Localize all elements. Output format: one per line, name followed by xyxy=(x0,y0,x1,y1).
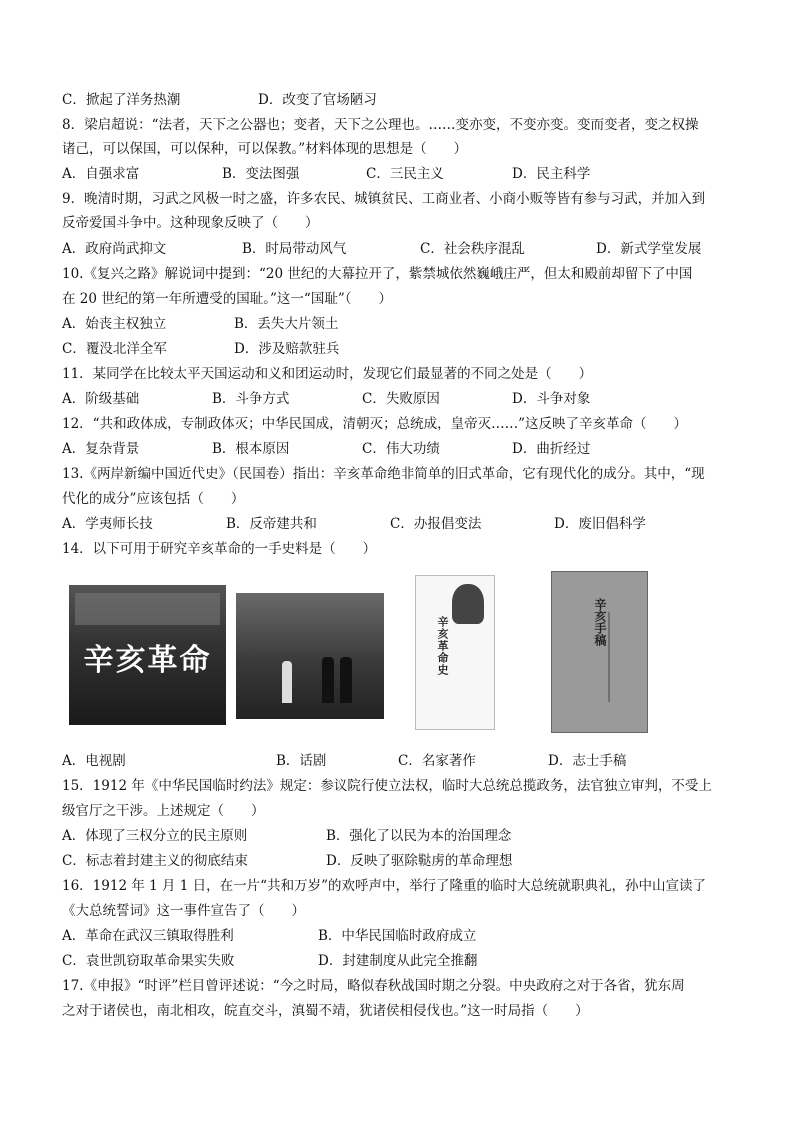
q12-stem: 12．“共和政体成，专制政体灭；中华民国成，清朝灭；总统成，皇帝灭……”这反映了辛亥革命（ ） xyxy=(62,416,687,432)
q14-option-c: C．名家著作 xyxy=(398,753,476,769)
q17-stem-line1: 17.《申报》“时评”栏目曾评述说：“今之时局，略似春秋战国时期之分裂。中央政府之对于各省，犹东周 xyxy=(62,978,685,994)
q9-option-b: B．时局带动风气 xyxy=(242,241,347,257)
image-c-portrait xyxy=(452,584,484,624)
q13-stem-line1: 13.《两岸新编中国近代史》（民国卷）指出：辛亥革命绝非简单的旧式革命，它有现代化的成分。其中，“现 xyxy=(62,466,705,482)
image-a-title-text: 辛亥革命 xyxy=(83,643,212,678)
q16-option-c: C．袁世凯窃取革命果实失败 xyxy=(62,953,235,969)
q17-stem-line2: 之对于诸侯也，南北相攻，皖直交斗，滇蜀不靖，犹诸侯相侵伐也。”这一时局指（ ） xyxy=(62,1003,589,1019)
q16-stem-line2: 《大总统誓词》这一事件宣告了（ ） xyxy=(62,903,305,919)
tv-drama-still-image xyxy=(69,585,226,725)
q13-option-c: C．办报倡变法 xyxy=(390,516,482,532)
q10-stem-line1: 10.《复兴之路》解说词中提到：“20 世纪的大幕拉开了，紫禁城依然巍峨庄严，但太和殿前却留下了中国 xyxy=(62,266,693,282)
q14-stem: 14．以下可用于研究辛亥革命的一手史料是（ ） xyxy=(62,541,377,557)
q15-option-b: B．强化了以民为本的治国理念 xyxy=(326,828,512,844)
q8-option-a: A．自强求富 xyxy=(62,166,140,182)
q16-option-b: B．中华民国临时政府成立 xyxy=(318,928,477,944)
q9-stem-line2: 反帝爱国斗争中。这种现象反映了（ ） xyxy=(62,215,319,231)
image-b-figure xyxy=(340,657,352,703)
q15-stem-line1: 15．1912 年《中华民国临时约法》规定：参议院行使立法权，临时大总统总揽政务，法官独立审判，不受上 xyxy=(62,778,712,794)
q11-option-a: A．阶级基础 xyxy=(62,391,140,407)
q9-stem-line1: 9．晚清时期，习武之风极一时之盛，许多农民、城镇贫民、工商业者、小商小贩等皆有参与习武，并加入到 xyxy=(62,191,706,207)
manuscript-image xyxy=(551,571,648,733)
q16-option-d: D．封建制度从此完全推翻 xyxy=(318,953,478,969)
q11-option-b: B．斗争方式 xyxy=(212,391,290,407)
q15-option-a: A．体现了三权分立的民主原则 xyxy=(62,828,248,844)
q11-option-c: C．失败原因 xyxy=(362,391,440,407)
image-b-figure xyxy=(322,657,334,703)
image-a-background xyxy=(75,593,220,625)
q13-option-d: D．废旧倡科学 xyxy=(554,516,646,532)
q7-option-c: C．掀起了洋务热潮 xyxy=(62,92,181,108)
q10-stem-line2: 在 20 世纪的第一年所遭受的国耻。”这一“国耻”（ ） xyxy=(62,291,392,307)
image-d-title-text: 辛亥手稿 xyxy=(593,598,607,646)
q14-option-a: A．电视剧 xyxy=(62,753,126,769)
image-d-writing xyxy=(608,612,610,702)
q8-option-d: D．民主科学 xyxy=(512,166,591,182)
q15-stem-line2: 级官厅之干涉。上述规定（ ） xyxy=(62,803,265,819)
q14-option-b: B．话剧 xyxy=(276,753,327,769)
q13-option-a: A．学夷师长技 xyxy=(62,516,153,532)
q8-stem-line2: 诸己，可以保国，可以保种，可以保教。”材料体现的思想是（ ） xyxy=(62,141,468,157)
q7-option-d: D．改变了官场陋习 xyxy=(258,92,377,108)
q12-option-b: B．根本原因 xyxy=(212,441,290,457)
q16-stem-line1: 16．1912 年 1 月 1 日，在一片“共和万岁”的欢呼声中，举行了隆重的临时大总统就职典礼，孙中山宣读了 xyxy=(62,878,706,894)
q12-option-a: A．复杂背景 xyxy=(62,441,140,457)
q11-stem: 11．某同学在比较太平天国运动和义和团运动时，发现它们最显著的不同之处是（ ） xyxy=(62,366,593,382)
image-c-title-text: 辛亥革命史 xyxy=(436,616,449,676)
q10-option-a: A．始丧主权独立 xyxy=(62,316,167,332)
q10-option-b: B．丢失大片领土 xyxy=(234,316,339,332)
q8-stem-line1: 8．梁启超说：“法者，天下之公器也；变者，天下之公理也。……变亦变，不变亦变。变而变者，变之权操 xyxy=(62,117,699,133)
q15-option-c: C．标志着封建主义的彻底结束 xyxy=(62,853,248,869)
q14-option-d: D．志士手稿 xyxy=(548,753,627,769)
q9-option-c: C．社会秩序混乱 xyxy=(420,241,525,257)
image-b-figure xyxy=(282,661,292,703)
stage-play-still-image xyxy=(236,593,384,719)
q8-option-c: C．三民主义 xyxy=(366,166,444,182)
q12-option-c: C．伟大功绩 xyxy=(362,441,440,457)
q10-option-d: D．涉及赔款驻兵 xyxy=(234,341,340,357)
q8-option-b: B．变法图强 xyxy=(222,166,300,182)
q13-option-b: B．反帝建共和 xyxy=(226,516,317,532)
book-cover-image xyxy=(415,575,495,730)
q9-option-d: D．新式学堂发展 xyxy=(596,241,702,257)
q16-option-a: A．革命在武汉三镇取得胜利 xyxy=(62,928,234,944)
q15-option-d: D．反映了驱除鞑虏的革命理想 xyxy=(326,853,513,869)
q10-option-c: C．覆没北洋全军 xyxy=(62,341,167,357)
q9-option-a: A．政府尚武抑文 xyxy=(62,241,167,257)
q12-option-d: D．曲折经过 xyxy=(512,441,591,457)
q13-stem-line2: 代化的成分”应该包括（ ） xyxy=(62,491,245,507)
q11-option-d: D．斗争对象 xyxy=(512,391,591,407)
